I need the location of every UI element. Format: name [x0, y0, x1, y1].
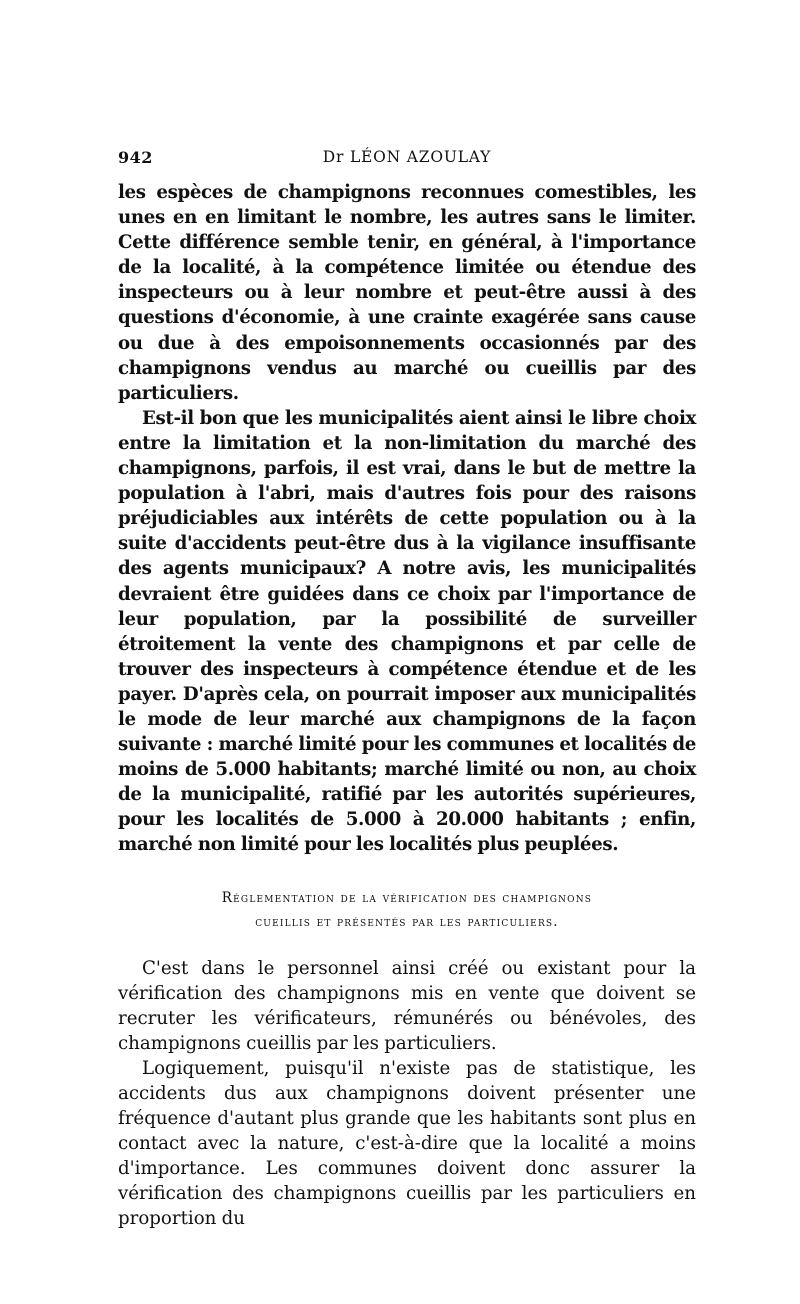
section-heading — [118, 886, 696, 934]
heading-spacer — [118, 934, 696, 956]
book-page — [118, 138, 696, 1232]
paragraph-verifiers: C'est dans le personnel ainsi créé ou existant pour la vérification des champignons mis en vente que doivent se recruter les vérificateurs, rémunérés ou bénévoles, des champignons cueillis par les particuliers. — [118, 957, 696, 1054]
running-title: Dr LÉON AZOULAY — [322, 148, 492, 166]
paragraph-municipal-choice: Est-il bon que les municipalités aient ainsi le libre choix entre la limitation et la non-limitation du marché des champignons, parfois, il est vrai, dans le but de mettre la population à l'abri, mais d'autres fois pour des raisons préjudiciables aux intérêts de cette population ou à la suite d'accidents peut-être dus à la vigilance insuffisante des agents municipaux? A notre avis, les municipalités devraient être guidées dans ce choix par l'importance de leur population, par la possibilité de surveiller étroitement la vente des champignons et par celle de trouver des inspecteurs à compétence étendue et de les payer. D'après cela, on pourrait imposer aux municipalités le mode de leur marché aux champignons de la façon suivante : marché limité pour les communes et localités de moins de 5.000 habitants; marché limité ou non, au choix de la municipalité, ratifié par les autorités supérieures, pour les localités de 5.000 à 20.000 habitants ; enfin, marché non limité pour les localités plus peuplées. — [118, 407, 696, 856]
page-number: 942 — [118, 148, 153, 167]
paragraph-continued: les espèces de champignons reconnues comestibles, les unes en en limitant le nombre, les autres sans le limiter. Cette différence semble tenir, en général, à l'importance de la localité, à la compétence limitée ou étendue des inspecteurs ou à leur nombre et peut-être aussi à des questions d'économie, à une crainte exagérée sans cause ou due à des empoisonnements occasionnés par des champignons vendus au marché ou cueillis par des particuliers. — [118, 182, 696, 404]
section-heading-line-2: cueillis et présentés par les particuliers. — [255, 913, 559, 930]
paragraph-logic: Logiquement, puisqu'il n'existe pas de statistique, les accidents dus aux champignons doivent présenter une fréquence d'autant plus grande que les habitants sont plus en contact avec la nature, c'est-à-dire que la localité a moins d'importance. Les communes doivent donc assurer la vérification des champignons cueillis par les particuliers en proportion du — [118, 1057, 696, 1230]
section-heading-line-1: Réglementation de la vérification des champignons — [221, 889, 593, 906]
running-head — [118, 138, 696, 180]
